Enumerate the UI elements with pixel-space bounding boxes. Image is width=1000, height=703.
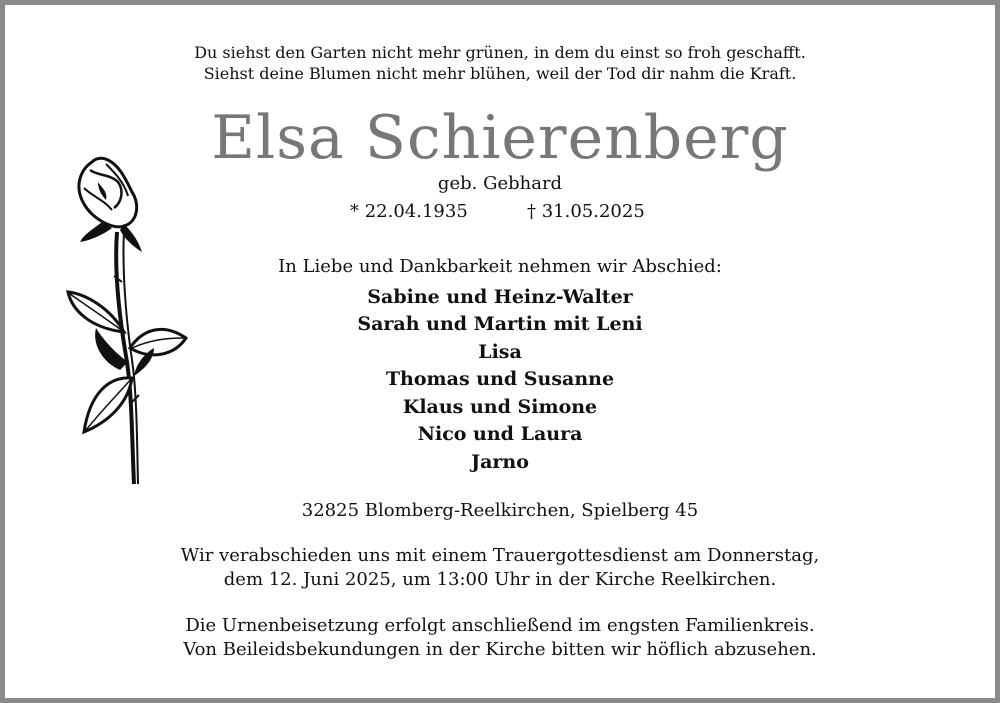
birth-date: * 22.04.1935: [350, 201, 468, 222]
mourner-6: Nico und Laura: [417, 423, 583, 445]
mourner-5: Klaus und Simone: [402, 396, 598, 418]
address: 32825 Blomberg-Reelkirchen, Spielberg 45: [301, 500, 699, 521]
poem-line-2: Siehst deine Blumen nicht mehr blühen, weil der Tod dir nahm die Kraft.: [203, 64, 797, 83]
mourner-7: Jarno: [471, 451, 529, 473]
deceased-name: Elsa Schierenberg: [211, 103, 789, 173]
burial-line-1: Die Urnenbeisetzung erfolgt anschließend im engsten Familienkreis.: [185, 615, 815, 636]
mourner-3: Lisa: [478, 341, 522, 363]
maiden-name: geb. Gebhard: [437, 173, 563, 194]
death-date: † 31.05.2025: [527, 201, 645, 222]
farewell-intro: In Liebe und Dankbarkeit nehmen wir Abschied:: [278, 256, 722, 277]
mourner-4: Thomas und Susanne: [385, 368, 615, 390]
rose-icon: [62, 152, 192, 492]
service-line-2: dem 12. Juni 2025, um 13:00 Uhr in der Kirche Reelkirchen.: [223, 569, 777, 590]
poem-line-1: Du siehst den Garten nicht mehr grünen, in dem du einst so froh geschafft.: [194, 43, 806, 62]
burial-line-2: Von Beileidsbekundungen in der Kirche bitten wir höflich abzusehen.: [183, 639, 817, 660]
mourner-2: Sarah und Martin mit Leni: [357, 313, 643, 335]
mourner-1: Sabine und Heinz-Walter: [367, 286, 633, 308]
service-line-1: Wir verabschieden uns mit einem Trauergottesdienst am Donnerstag,: [180, 545, 820, 566]
